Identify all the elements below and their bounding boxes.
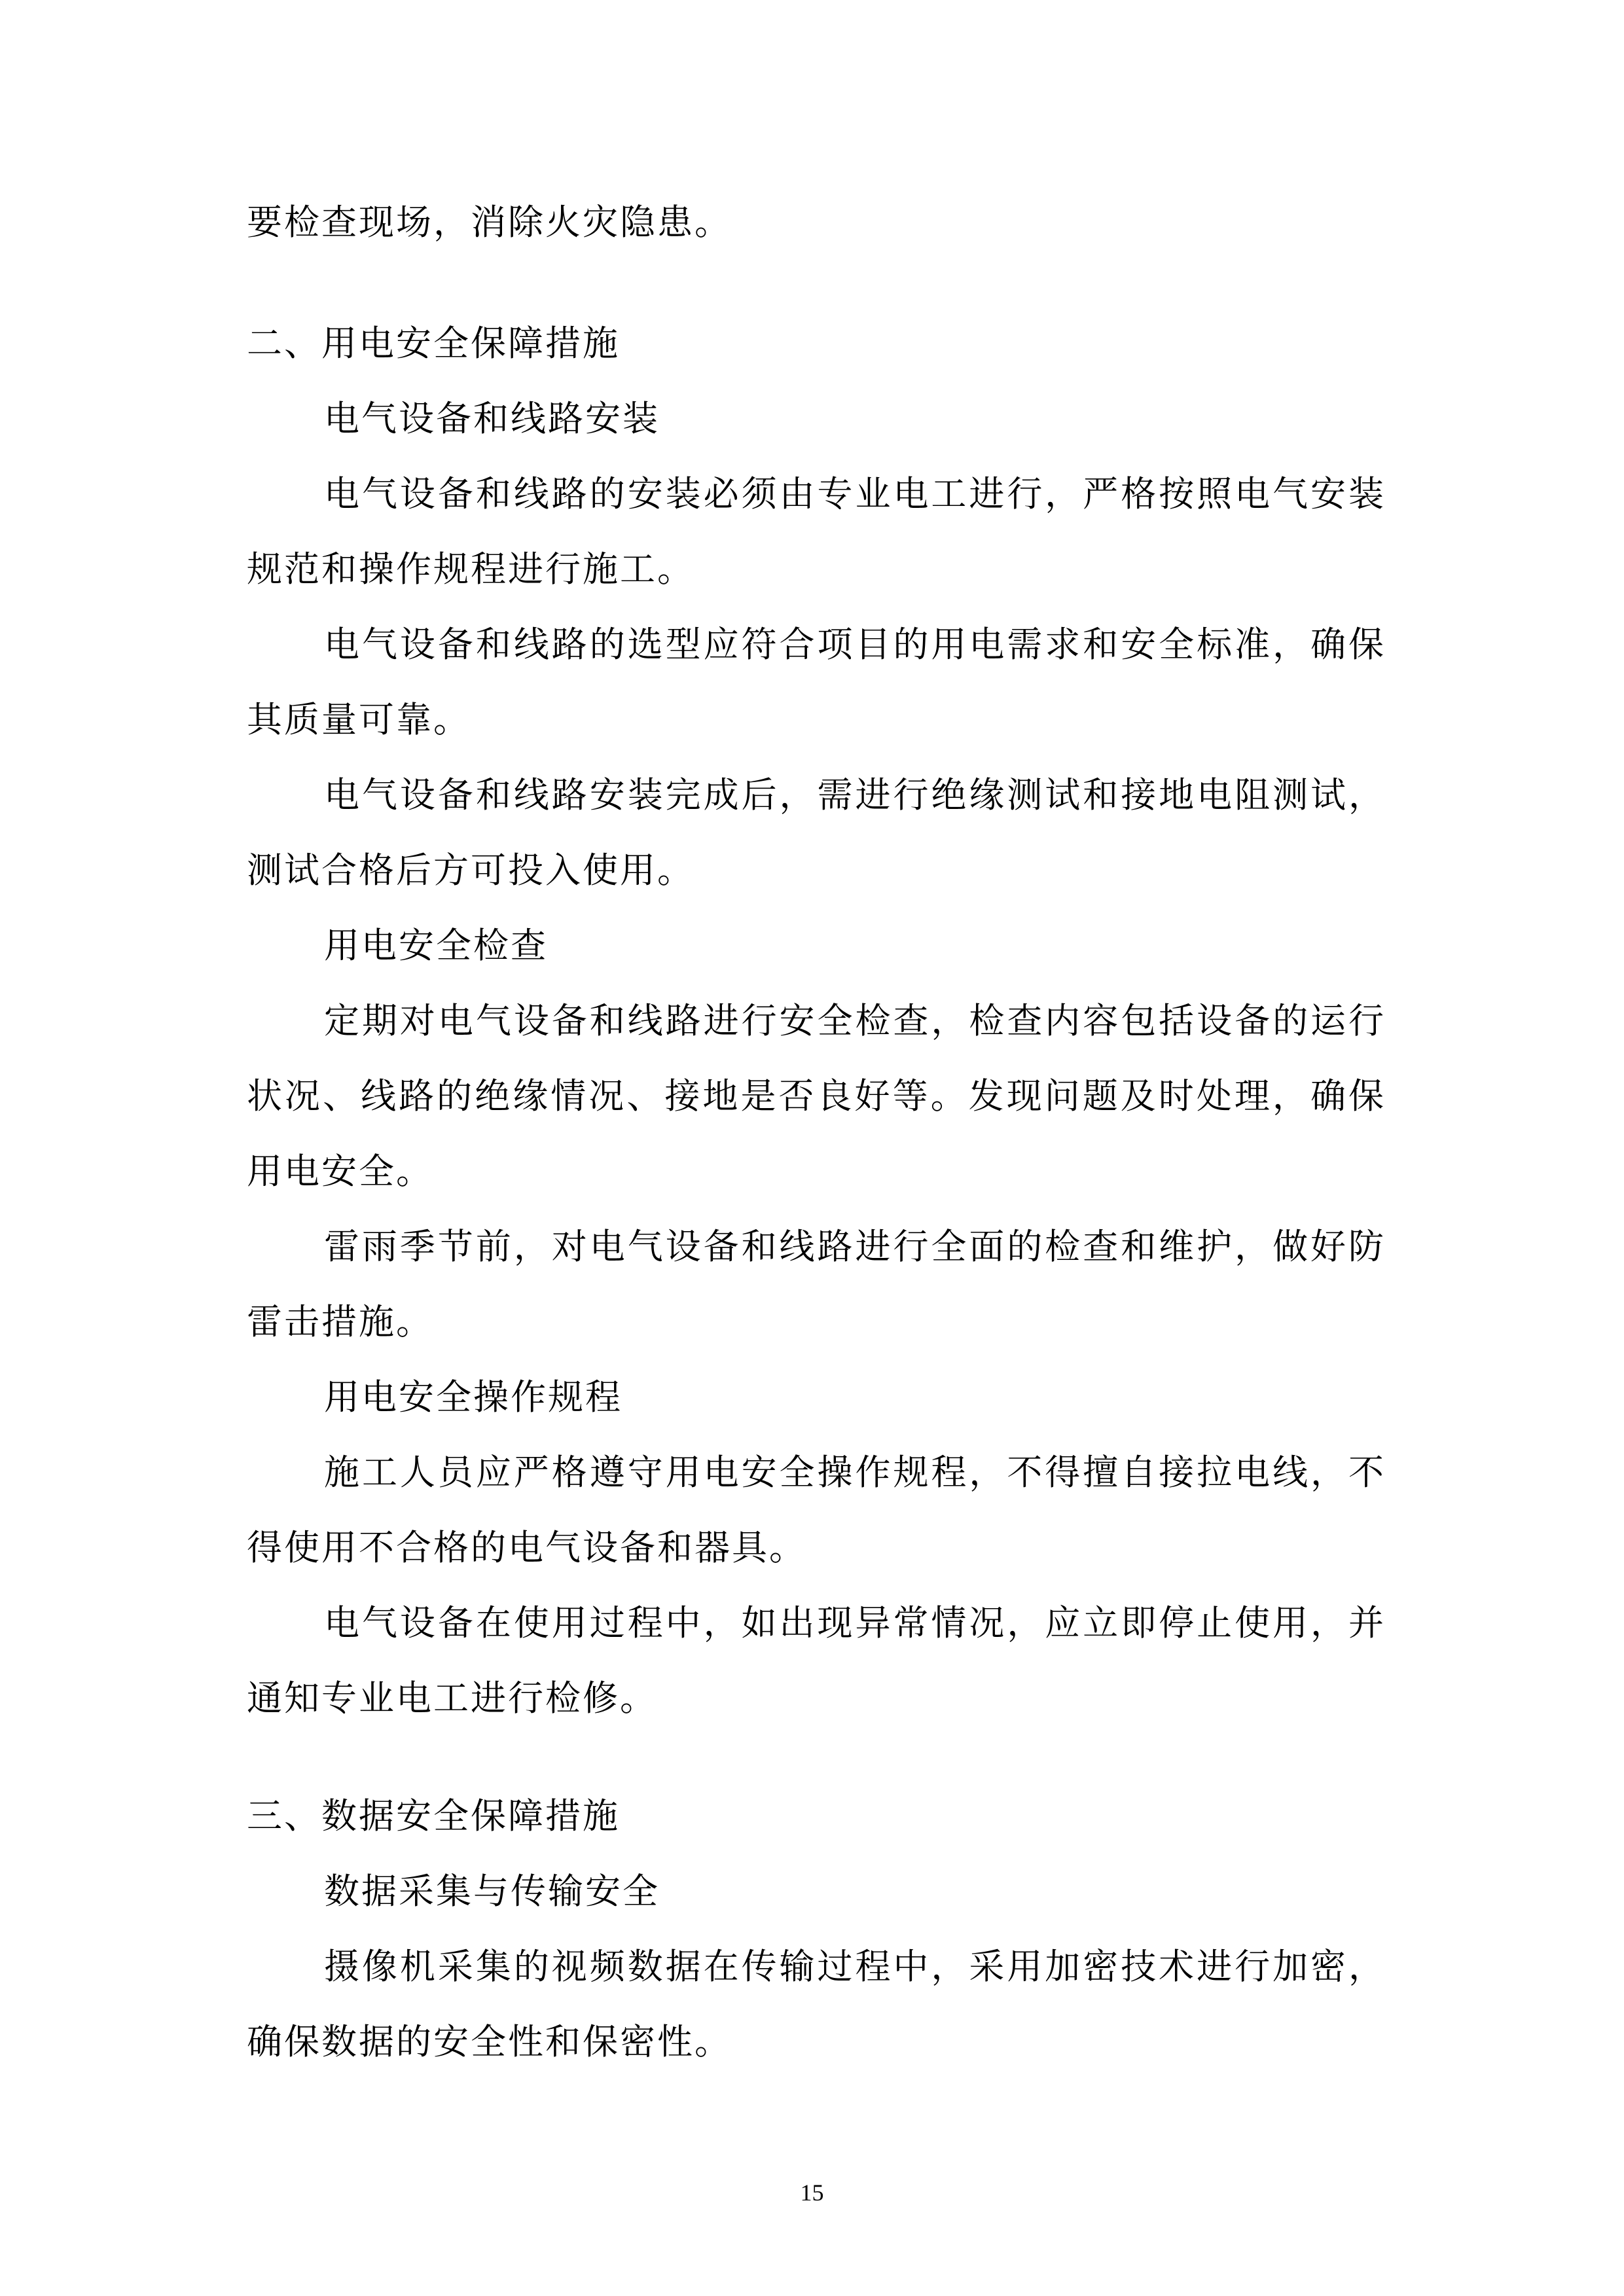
text-line: 用电安全。 xyxy=(247,1151,433,1192)
text-line: 要检查现场，消除火灾隐患。 xyxy=(247,202,732,243)
text-line: 电气设备在使用过程中，如出现异常情况，应立即停止使用，并 xyxy=(324,1602,1386,1643)
text-line: 得使用不合格的电气设备和器具。 xyxy=(247,1527,806,1568)
text-line: 电气设备和线路安装完成后，需进行绝缘测试和接地电阻测试， xyxy=(324,774,1386,816)
text-line: 雷雨季节前，对电气设备和线路进行全面的检查和维护，做好防 xyxy=(324,1226,1386,1267)
section-heading: 二、用电安全保障措施 xyxy=(247,323,620,364)
text-line: 确保数据的安全性和保密性。 xyxy=(247,2021,732,2062)
text-line: 其质量可靠。 xyxy=(247,699,471,740)
text-line: 电气设备和线路的选型应符合项目的用电需求和安全标准，确保 xyxy=(324,624,1386,665)
text-line: 通知专业电工进行检修。 xyxy=(247,1677,657,1719)
section-heading: 三、数据安全保障措施 xyxy=(247,1795,620,1837)
page-number: 15 xyxy=(800,2179,824,2206)
text-line: 状况、线路的绝缘情况、接地是否良好等。发现问题及时处理，确保 xyxy=(247,1075,1386,1117)
text-line: 摄像机采集的视频数据在传输过程中，采用加密技术进行加密， xyxy=(324,1946,1386,1987)
subsection-heading: 电气设备和线路安装 xyxy=(324,398,660,439)
text-line: 测试合格后方可投入使用。 xyxy=(247,850,695,891)
text-line: 电气设备和线路的安装必须由专业电工进行，严格按照电气安装 xyxy=(324,473,1386,514)
text-line: 施工人员应严格遵守用电安全操作规程，不得擅自接拉电线，不 xyxy=(324,1452,1386,1493)
text-line: 雷击措施。 xyxy=(247,1301,433,1342)
text-line: 规范和操作规程进行施工。 xyxy=(247,548,695,590)
text-line: 定期对电气设备和线路进行安全检查，检查内容包括设备的运行 xyxy=(324,1000,1386,1041)
subsection-heading: 数据采集与传输安全 xyxy=(324,1871,660,1912)
subsection-heading: 用电安全检查 xyxy=(324,925,548,966)
subsection-heading: 用电安全操作规程 xyxy=(324,1376,623,1418)
